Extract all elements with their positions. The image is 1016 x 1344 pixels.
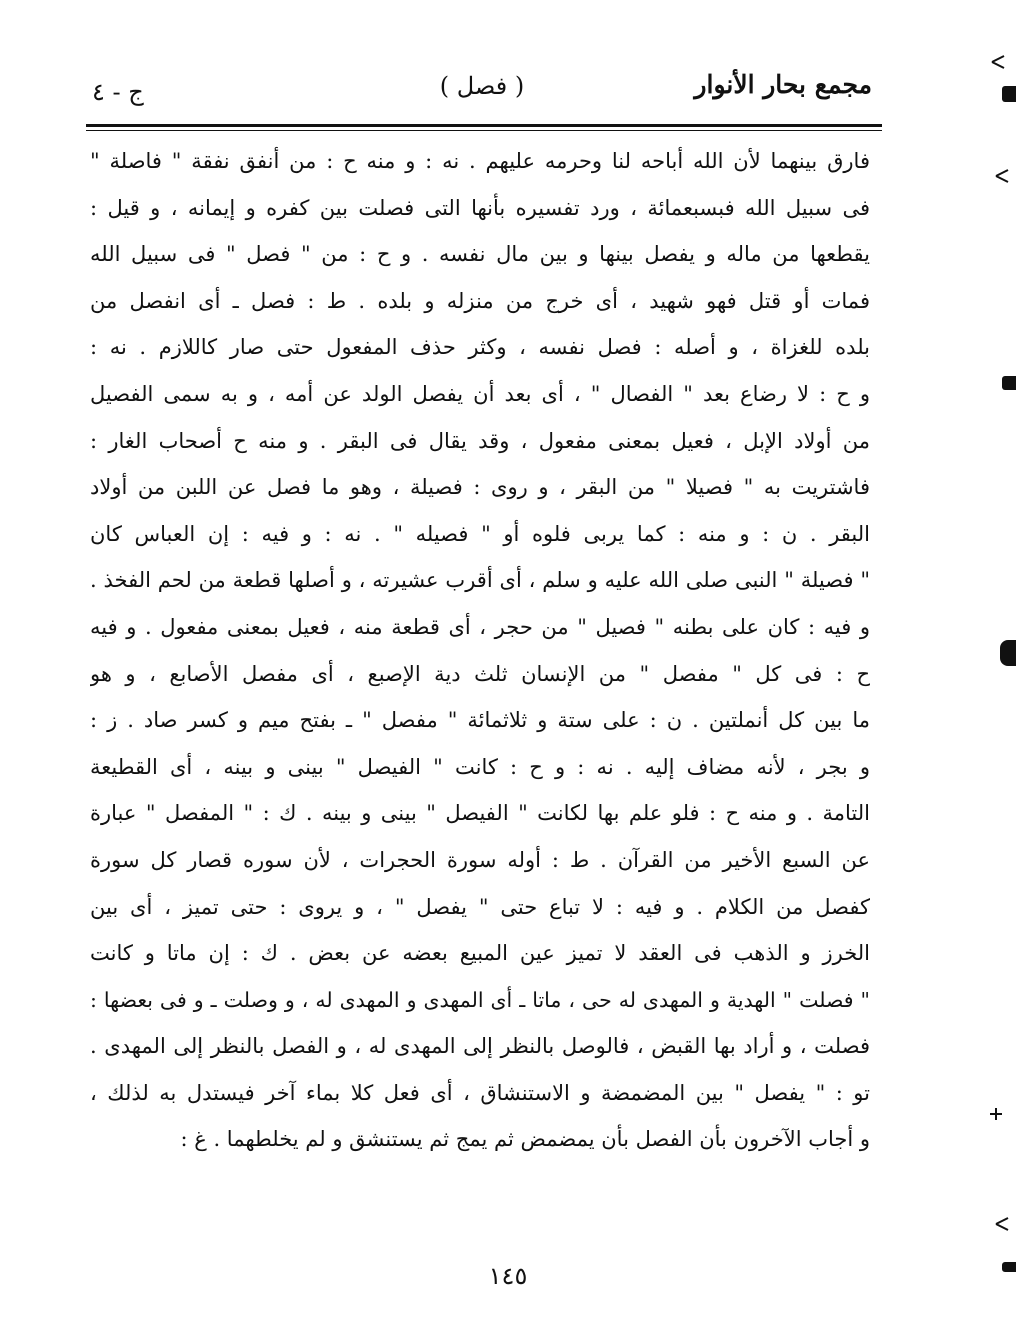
scan-edge-mark (1002, 1262, 1016, 1272)
text-line: و فيه : كان على بطنه " فصيل " من حجر ، أى قطعة منه ، فعيل بمعنى مفعول . و فيه (90, 614, 870, 639)
text-line: يقطعها من ماله و يفصل بينها و بين مال نفسه . و ح : من " فصل " فى سبيل الله (90, 242, 870, 267)
text-line: و بجر ، لأنه مضاف إليه . نه : و ح : كانت " الفيصل " بينى و بينه ، أى القطيعة (90, 754, 870, 779)
text-line: بلده للغزاة ، و أصله : فصل نفسه ، وكثر حذف المفعول حتى صار كاللازم . نه : (90, 335, 870, 360)
body-text (90, 138, 870, 1163)
scan-edge-mark (1002, 86, 1016, 102)
scan-edge-mark (1000, 640, 1016, 666)
text-line: ما بين كل أنملتين . ن : على ستة و ثلاثمائة " مفصل " ـ بفتح ميم و كسر صاد . ز : (90, 708, 870, 733)
volume-label: ج - ٤ (92, 78, 144, 106)
section-title: ( فصل ) (439, 72, 525, 100)
text-line: تو : " يفصل " بين المضمضة و الاستنشاق ، أى فعل كلا بماء آخر فيستدل به لذلك ، (90, 1080, 870, 1105)
text-line: و ح : لا رضاع بعد " الفصال " ، أى بعد أن يفصل الولد عن أمه ، و به سمى الفصيل (90, 381, 870, 406)
text-line: فارق بينهما لأن الله أباحه لنا وحرمه عليهم . نه : و منه ح : من أنفق نفقة " فاصلة " (90, 149, 870, 173)
scan-mark-icon (994, 166, 1010, 186)
text-line: البقر . ن : و منه : كما يربى فلوه أو " فصيله " . نه : و فيه : إن العباس كان (90, 521, 870, 546)
text-line: فى سبيل الله فبسبعمائة ، ورد تفسيره بأنها التى فصلت بين كفره و إيمانه ، و قيل : (90, 195, 870, 220)
text-line: و أجاب الآخرون بأن الفصل بأن يمضمض ثم يمج ثم يستنشق و لم يخلطهما . غ : (180, 1127, 870, 1152)
text-line: التامة . و منه ح : فلو علم بها لكانت " الفيصل " بينى و بينه . ك : " المفصل " عبارة (90, 801, 870, 826)
text-line: فصلت ، و أراد بها القبض ، فالوصل بالنظر إلى المهدى له ، و الفصل بالنظر إلى المهدى . (90, 1034, 870, 1059)
header-rule-thick (86, 124, 882, 127)
header-rule-thin (86, 130, 882, 131)
scan-mark-icon (988, 1104, 1004, 1124)
text-line: " فصيلة " النبى صلى الله عليه و سلم ، أى أقرب عشيرته ، و أصلها قطعة من لحم الفخذ . (90, 568, 870, 593)
book-title: مجمع بحار الأنوار (694, 70, 872, 99)
text-line: ح : فى كل " مفصل " من الإنسان ثلث دية الإصبع ، أى مفصل الأصابع ، و هو (90, 661, 870, 686)
scan-mark-icon (994, 1214, 1010, 1234)
scan-edge-mark (1002, 376, 1016, 390)
text-line: فمات أو قتل فهو شهيد ، أى خرج من منزله و بلده . ط : فصل ـ أى انفصل من (90, 288, 870, 313)
running-header (92, 70, 872, 122)
text-line: من أولاد الإبل ، فعيل بمعنى مفعول ، وقد يقال فى البقر . و منه ح أصحاب الغار : (90, 428, 870, 453)
text-line: " فصلت " الهدية و المهدى له حى ، ماتا ـ أى المهدى و المهدى له ، و وصلت ـ و فى بعضها : (90, 987, 870, 1012)
text-line: فاشتريت به " فصيلا " من البقر ، و روى : فصيلة ، وهو ما فصل عن اللبن من أولاد (90, 475, 870, 500)
text-line: الخرز و الذهب فى العقد لا تميز عين المبيع بعضه عن بعض . ك : إن ماتا و كانت (90, 941, 870, 966)
scan-mark-icon (990, 52, 1006, 72)
text-line: عن السبع الأخير من القرآن . ط : أوله سورة الحجرات ، لأن سوره قصار كل سورة (90, 847, 870, 872)
text-line: كفصل من الكلام . و فيه : لا تباع حتى " يفصل " ، و يروى : حتى تميز ، أى بين (90, 894, 870, 919)
page-number: ١٤٥ (488, 1262, 528, 1290)
